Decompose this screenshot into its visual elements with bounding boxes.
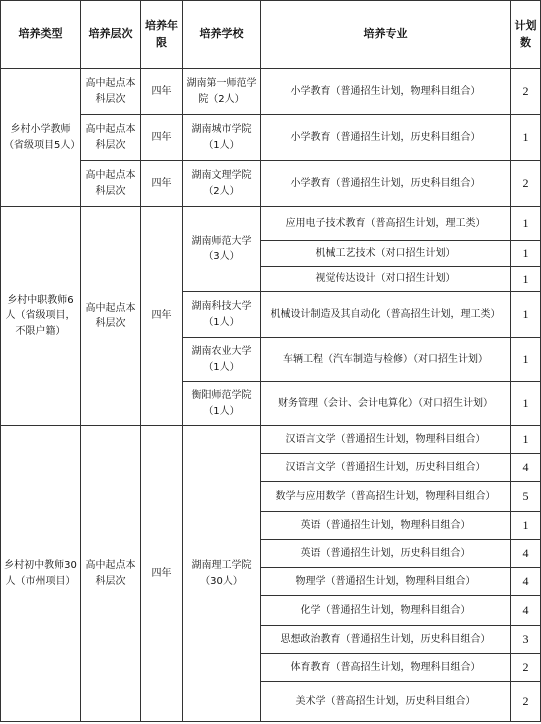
count-cell: 2 (511, 654, 541, 682)
type-cell: 乡村初中教师30人（市州项目） (1, 426, 81, 722)
type-cell: 乡村小学教师（省级项目5人） (1, 69, 81, 207)
major-cell: 汉语言文学（普通招生计划，历史科目组合） (261, 454, 511, 482)
school-cell: 湖南科技大学（1人） (183, 292, 261, 338)
major-cell: 视觉传达设计（对口招生计划） (261, 267, 511, 292)
count-cell: 3 (511, 626, 541, 654)
school-cell: 湖南理工学院（30人） (183, 426, 261, 722)
count-cell: 4 (511, 596, 541, 626)
count-cell: 2 (511, 161, 541, 207)
years-cell: 四年 (141, 69, 183, 115)
major-cell: 小学教育（普通招生计划，历史科目组合） (261, 115, 511, 161)
school-cell: 衡阳师范学院（1人） (183, 382, 261, 426)
type-cell: 乡村中职教师6人（省级项目，不限户籍） (1, 207, 81, 426)
header-major: 培养专业 (261, 1, 511, 69)
level-cell: 高中起点本科层次 (81, 161, 141, 207)
major-cell: 财务管理（会计、会计电算化）（对口招生计划） (261, 382, 511, 426)
count-cell: 1 (511, 115, 541, 161)
level-cell: 高中起点本科层次 (81, 69, 141, 115)
count-cell: 1 (511, 512, 541, 540)
header-level: 培养层次 (81, 1, 141, 69)
school-cell: 湖南师范大学（3人） (183, 207, 261, 292)
major-cell: 美术学（普高招生计划，历史科目组合） (261, 682, 511, 722)
level-cell: 高中起点本科层次 (81, 426, 141, 722)
count-cell: 1 (511, 241, 541, 267)
count-cell: 1 (511, 207, 541, 241)
major-cell: 应用电子技术教育（普高招生计划，理工类） (261, 207, 511, 241)
major-cell: 英语（普通招生计划，历史科目组合） (261, 540, 511, 568)
major-cell: 化学（普通招生计划，物理科目组合） (261, 596, 511, 626)
count-cell: 1 (511, 292, 541, 338)
count-cell: 1 (511, 382, 541, 426)
years-cell: 四年 (141, 161, 183, 207)
count-cell: 2 (511, 69, 541, 115)
level-cell: 高中起点本科层次 (81, 115, 141, 161)
count-cell: 2 (511, 682, 541, 722)
header-row (1, 1, 541, 69)
school-cell: 湖南农业大学（1人） (183, 338, 261, 382)
major-cell: 数学与应用数学（普高招生计划，物理科目组合） (261, 482, 511, 512)
count-cell: 1 (511, 338, 541, 382)
years-cell: 四年 (141, 426, 183, 722)
major-cell: 物理学（普通招生计划，物理科目组合） (261, 568, 511, 596)
major-cell: 英语（普通招生计划，物理科目组合） (261, 512, 511, 540)
table-row (1, 161, 541, 207)
count-cell: 5 (511, 482, 541, 512)
count-cell: 4 (511, 568, 541, 596)
major-cell: 机械工艺技术（对口招生计划） (261, 241, 511, 267)
count-cell: 1 (511, 426, 541, 454)
school-cell: 湖南城市学院（1人） (183, 115, 261, 161)
header-count: 计划数 (511, 1, 541, 69)
table-row (1, 69, 541, 115)
major-cell: 小学教育（普通招生计划，历史科目组合） (261, 161, 511, 207)
school-cell: 湖南第一师范学院（2人） (183, 69, 261, 115)
major-cell: 车辆工程（汽车制造与检修）（对口招生计划） (261, 338, 511, 382)
count-cell: 4 (511, 454, 541, 482)
major-cell: 思想政治教育（普通招生计划，历史科目组合） (261, 626, 511, 654)
major-cell: 汉语言文学（普通招生计划，物理科目组合） (261, 426, 511, 454)
table-row (1, 426, 541, 454)
table-row (1, 115, 541, 161)
count-cell: 1 (511, 267, 541, 292)
header-years: 培养年限 (141, 1, 183, 69)
count-cell: 4 (511, 540, 541, 568)
school-cell: 湖南文理学院（2人） (183, 161, 261, 207)
header-type: 培养类型 (1, 1, 81, 69)
major-cell: 小学教育（普通招生计划，物理科目组合） (261, 69, 511, 115)
major-cell: 体育教育（普高招生计划，物理科目组合） (261, 654, 511, 682)
level-cell: 高中起点本科层次 (81, 207, 141, 426)
header-school: 培养学校 (183, 1, 261, 69)
years-cell: 四年 (141, 115, 183, 161)
years-cell: 四年 (141, 207, 183, 426)
major-cell: 机械设计制造及其自动化（普高招生计划，理工类） (261, 292, 511, 338)
table-row (1, 207, 541, 241)
